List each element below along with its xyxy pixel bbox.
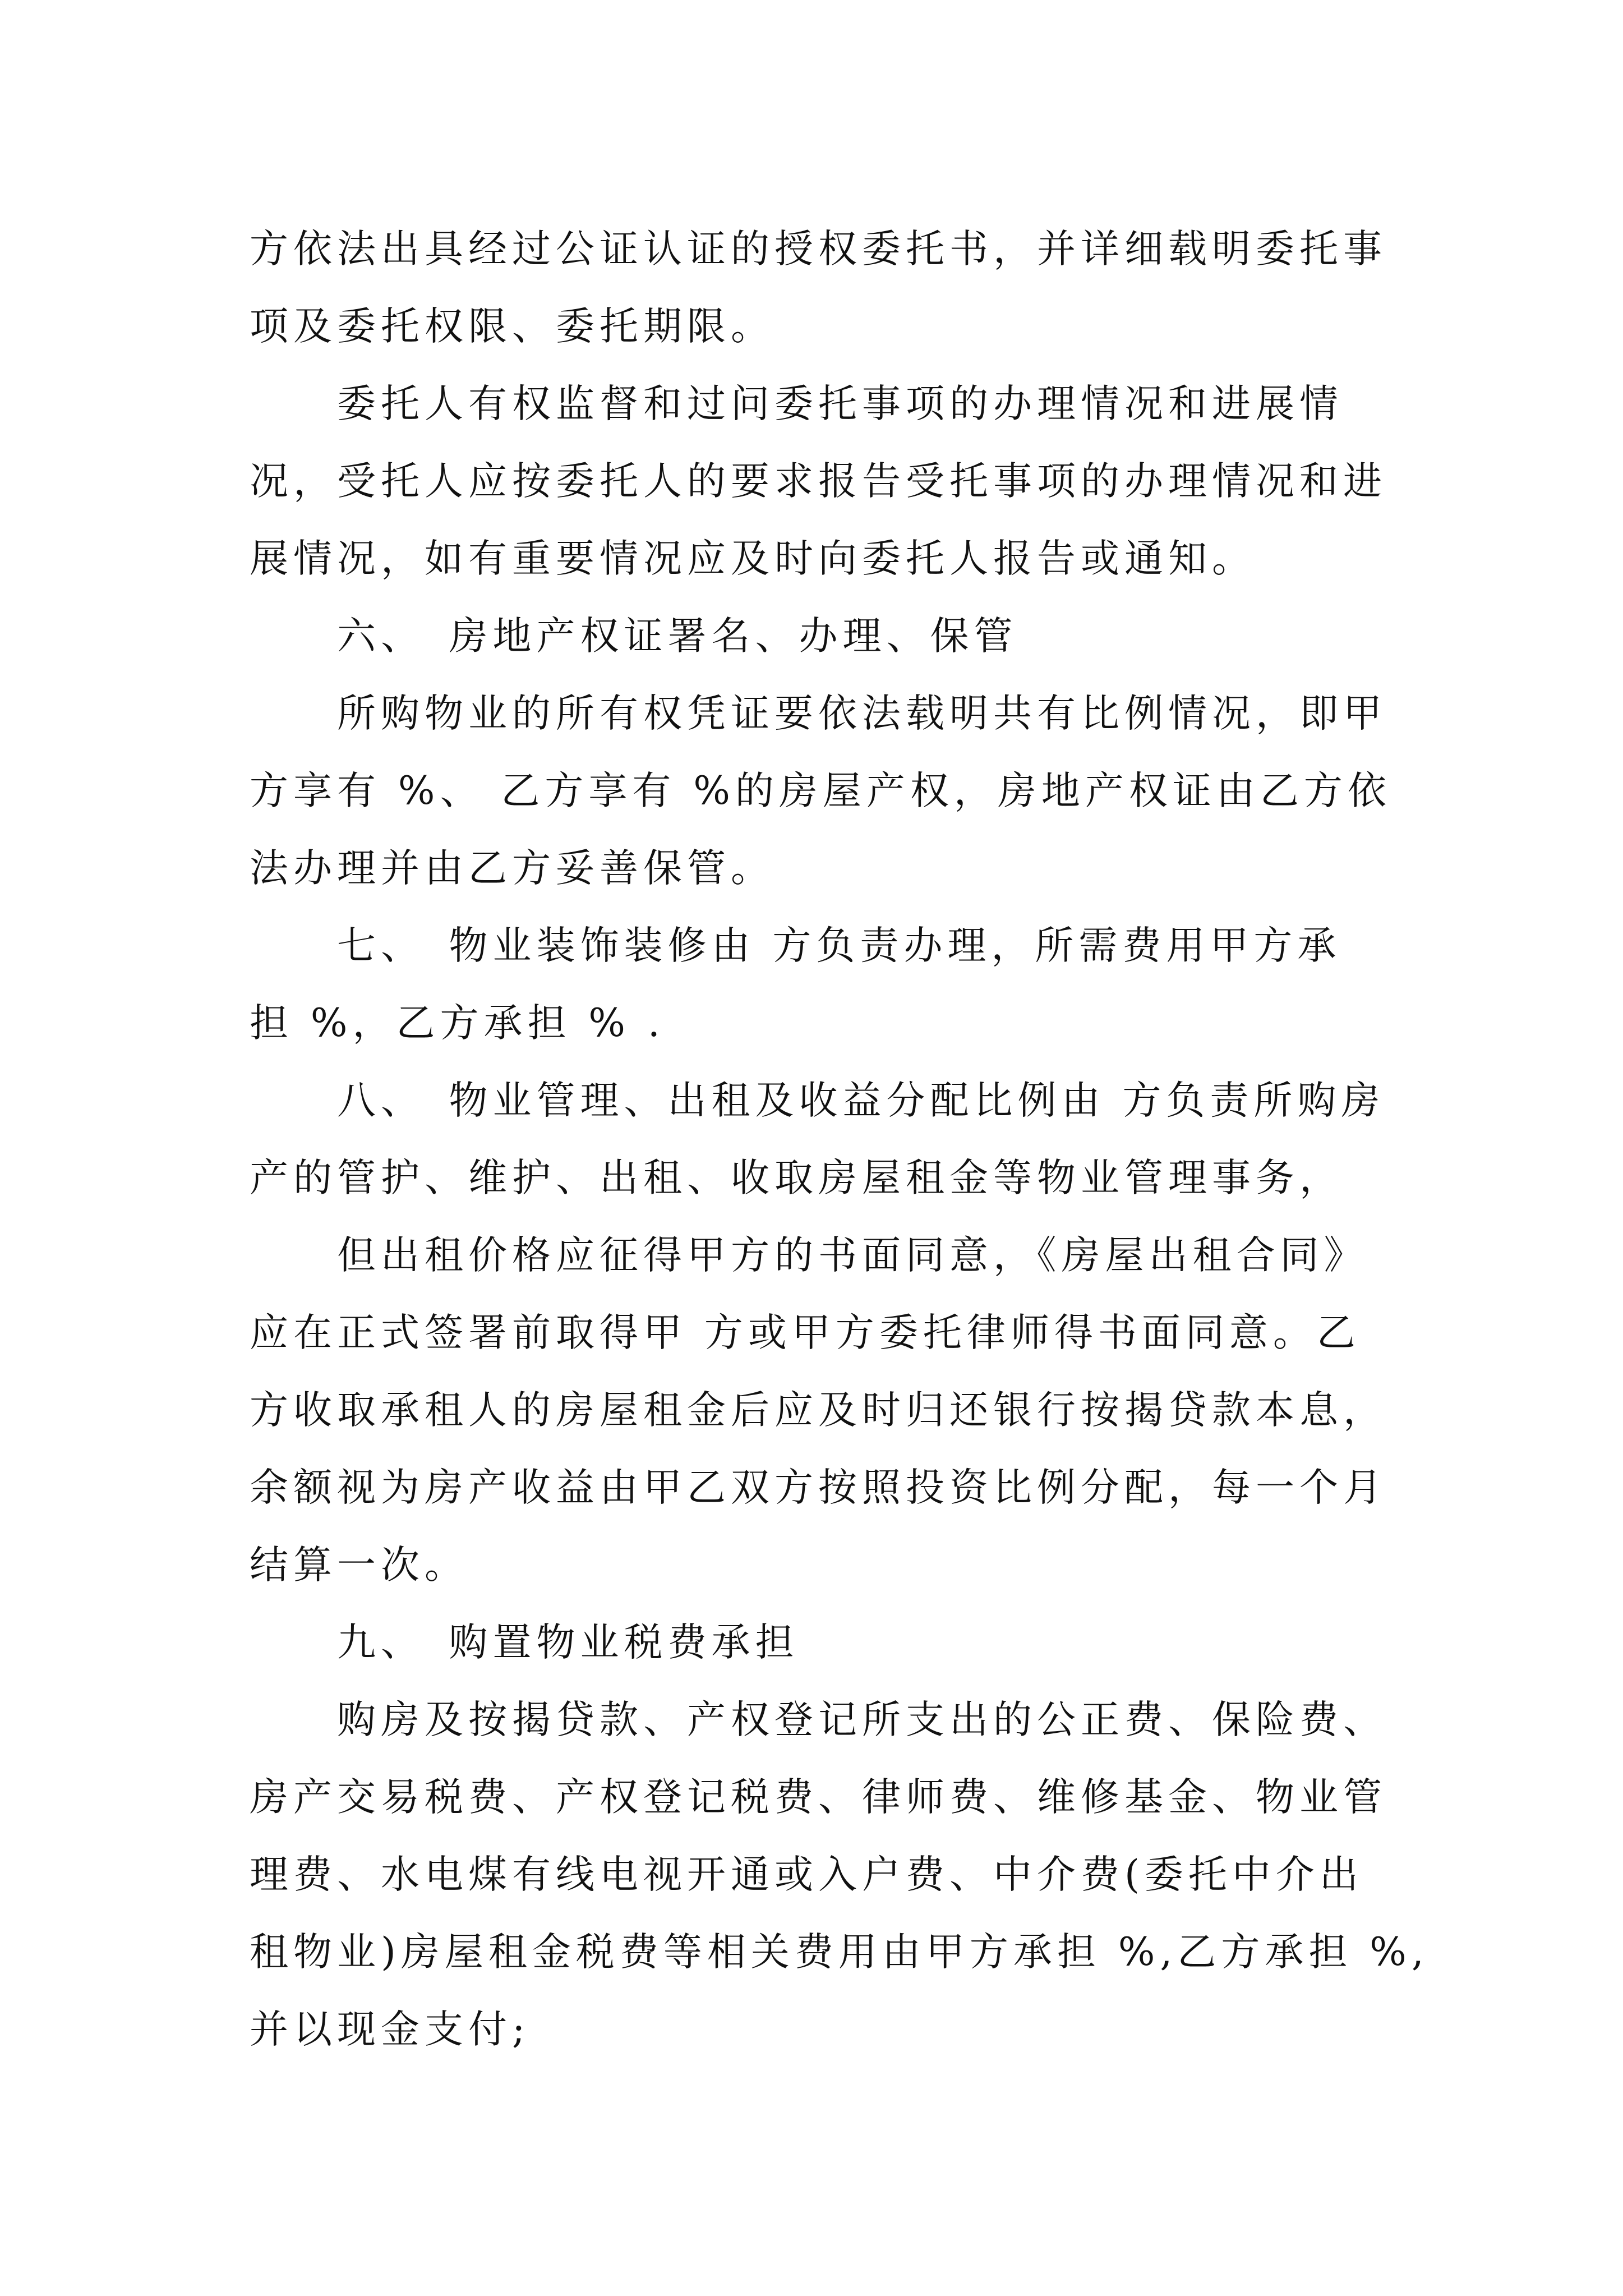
text-line-8: 方享有 %、 乙方享有 %的房屋产权，房地产权证由乙方依 (250, 769, 1391, 813)
text-line-4: 况，受托人应按委托人的要求报告受托事项的办理情况和进 (250, 459, 1387, 504)
text-line-5: 展情况，如有重要情况应及时向委托人报告或通知。 (250, 536, 1256, 581)
text-line-9: 法办理并由乙方妥善保管。 (250, 846, 774, 891)
text-line-23: 租物业)房屋租金税费等相关费用由甲方承担 %,乙方承担 %, (250, 1930, 1429, 1975)
text-line-18: 结算一次。 (250, 1543, 468, 1588)
text-line-21: 房产交易税费、产权登记税费、律师费、维修基金、物业管 (250, 1775, 1387, 1820)
text-line-22: 理费、水电煤有线电视开通或入户费、中介费(委托中介出 (250, 1852, 1363, 1897)
text-line-14: 但出租价格应征得甲方的书面同意，《房屋出租合同》 (250, 1233, 1368, 1278)
text-line-2: 项及委托权限、委托期限。 (250, 304, 774, 349)
text-line-7: 所购物业的所有权凭证要依法载明共有比例情况，即甲 (250, 691, 1387, 736)
section-heading-6: 六、 房地产权证署名、办理、保管 (250, 614, 1018, 659)
text-line-20: 购房及按揭贷款、产权登记所支出的公正费、保险费、 (250, 1697, 1387, 1742)
text-line-15: 应在正式签署前取得甲 方或甲方委托律师得书面同意。乙 (250, 1310, 1361, 1355)
text-line-1: 方依法出具经过公证认证的授权委托书，并详细载明委托事 (250, 227, 1387, 272)
text-line-13: 产的管护、维护、出租、收取房屋租金等物业管理事务， (250, 1156, 1343, 1200)
text-line-3: 委托人有权监督和过问委托事项的办理情况和进展情 (250, 381, 1343, 426)
text-line-17: 余额视为房产收益由甲乙双方按照投资比例分配，每一个月 (250, 1465, 1387, 1510)
section-heading-8: 八、 物业管理、出租及收益分配比例由 方负责所购房 (250, 1078, 1385, 1123)
section-heading-9: 九、 购置物业税费承担 (250, 1620, 799, 1665)
text-line-24: 并以现金支付; (250, 2007, 531, 2052)
text-line-11: 担 %，乙方承担 % . (250, 1001, 665, 1046)
text-line-16: 方收取承租人的房屋租金后应及时归还银行按揭贷款本息， (250, 1388, 1387, 1433)
document-body (250, 210, 1429, 2068)
section-heading-7: 七、 物业装饰装修由 方负责办理，所需费用甲方承 (250, 923, 1341, 968)
